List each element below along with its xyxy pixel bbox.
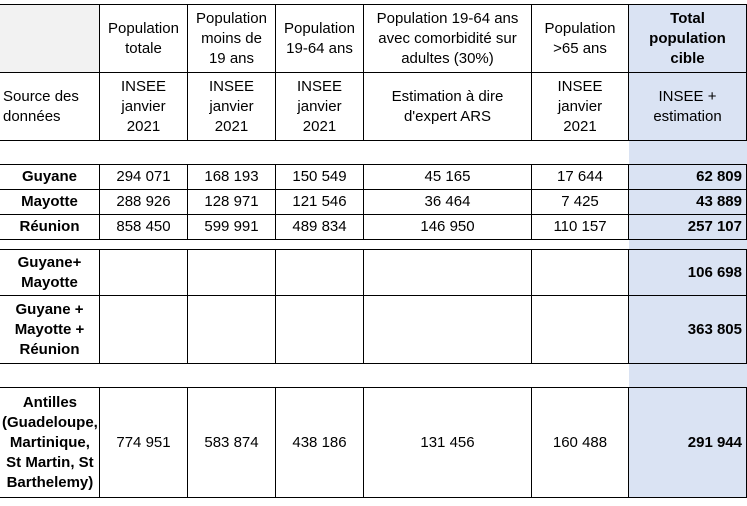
cell-pop-19-64: 121 546 <box>276 190 364 215</box>
cell-empty <box>188 296 276 364</box>
cell-total-cible: 62 809 <box>629 165 747 190</box>
cell-empty <box>532 250 629 296</box>
cell-pop-65: 7 425 <box>532 190 629 215</box>
source-text: INSEE janvier 2021 <box>557 77 603 135</box>
cell-pop-65: 17 644 <box>532 165 629 190</box>
cell-total-cible: 257 107 <box>629 215 747 240</box>
table-row <box>0 296 747 364</box>
cell-pop-totale: 858 450 <box>100 215 188 240</box>
header-pop-moins-19 <box>188 5 276 73</box>
cell-pop-totale: 294 071 <box>100 165 188 190</box>
header-pop-65 <box>532 5 629 73</box>
row-label: Guyane+ Mayotte <box>0 250 100 296</box>
cell-pop-19-64: 438 186 <box>276 388 364 498</box>
source-row <box>0 73 747 141</box>
source-text: Estimation à dire d'expert ARS <box>391 87 504 125</box>
cell-empty <box>188 250 276 296</box>
source-text: INSEE + estimation <box>653 87 722 125</box>
corner-cell <box>0 5 100 73</box>
cell-pop-comorbidite: 131 456 <box>364 388 532 498</box>
row-label: Réunion <box>0 215 100 240</box>
header-row <box>0 5 747 73</box>
cell-pop-moins-19: 128 971 <box>188 190 276 215</box>
source-pop-totale <box>100 73 188 141</box>
cell-pop-comorbidite: 146 950 <box>364 215 532 240</box>
cell-pop-moins-19: 168 193 <box>188 165 276 190</box>
cell-empty <box>100 250 188 296</box>
source-total-cible <box>629 73 747 141</box>
cell-empty <box>364 250 532 296</box>
source-pop-comorbidite <box>364 73 532 141</box>
cell-empty <box>532 296 629 364</box>
cell-pop-totale: 288 926 <box>100 190 188 215</box>
table-row <box>0 165 747 190</box>
cell-pop-moins-19: 599 991 <box>188 215 276 240</box>
source-text: INSEE janvier 2021 <box>120 77 166 135</box>
spacer-row <box>0 240 747 250</box>
cell-empty <box>100 296 188 364</box>
source-label-text: Source des données <box>3 87 79 125</box>
cell-pop-19-64: 489 834 <box>276 215 364 240</box>
cell-pop-19-64: 150 549 <box>276 165 364 190</box>
header-text: Population 19-64 ans <box>284 19 355 57</box>
source-text: INSEE janvier 2021 <box>296 77 342 135</box>
source-pop-65 <box>532 73 629 141</box>
source-pop-19-64 <box>276 73 364 141</box>
row-label: Mayotte <box>0 190 100 215</box>
header-text: Population totale <box>108 19 179 57</box>
header-text: Population moins de 19 ans <box>196 9 267 67</box>
table-row <box>0 250 747 296</box>
spacer-row <box>0 141 747 165</box>
cell-pop-moins-19: 583 874 <box>188 388 276 498</box>
cell-total-cible: 106 698 <box>629 250 747 296</box>
population-table <box>0 4 747 498</box>
cell-pop-totale: 774 951 <box>100 388 188 498</box>
table-row <box>0 190 747 215</box>
cell-total-cible: 363 805 <box>629 296 747 364</box>
cell-total-cible: 291 944 <box>629 388 747 498</box>
header-text: Total population cible <box>649 9 726 67</box>
spacer-row <box>0 364 747 388</box>
cell-pop-comorbidite: 36 464 <box>364 190 532 215</box>
header-pop-totale <box>100 5 188 73</box>
header-pop-19-64 <box>276 5 364 73</box>
table-row <box>0 388 747 498</box>
cell-empty <box>276 296 364 364</box>
cell-pop-65: 110 157 <box>532 215 629 240</box>
cell-total-cible: 43 889 <box>629 190 747 215</box>
header-text: Population >65 ans <box>544 19 616 57</box>
source-pop-moins-19 <box>188 73 276 141</box>
header-total-cible <box>629 5 747 73</box>
table-row <box>0 215 747 240</box>
cell-pop-comorbidite: 45 165 <box>364 165 532 190</box>
header-text: Population 19-64 ans avec comorbidité sur adultes (30%) <box>376 9 519 67</box>
cell-empty <box>276 250 364 296</box>
header-pop-comorbidite <box>364 5 532 73</box>
row-label: Guyane <box>0 165 100 190</box>
cell-pop-65: 160 488 <box>532 388 629 498</box>
source-row-label <box>0 73 100 141</box>
cell-empty <box>364 296 532 364</box>
source-text: INSEE janvier 2021 <box>208 77 254 135</box>
row-label: Guyane + Mayotte + Réunion <box>0 296 100 364</box>
row-label: Antilles (Guadeloupe, Martinique, St Martin, St Barthelemy) <box>0 388 100 498</box>
